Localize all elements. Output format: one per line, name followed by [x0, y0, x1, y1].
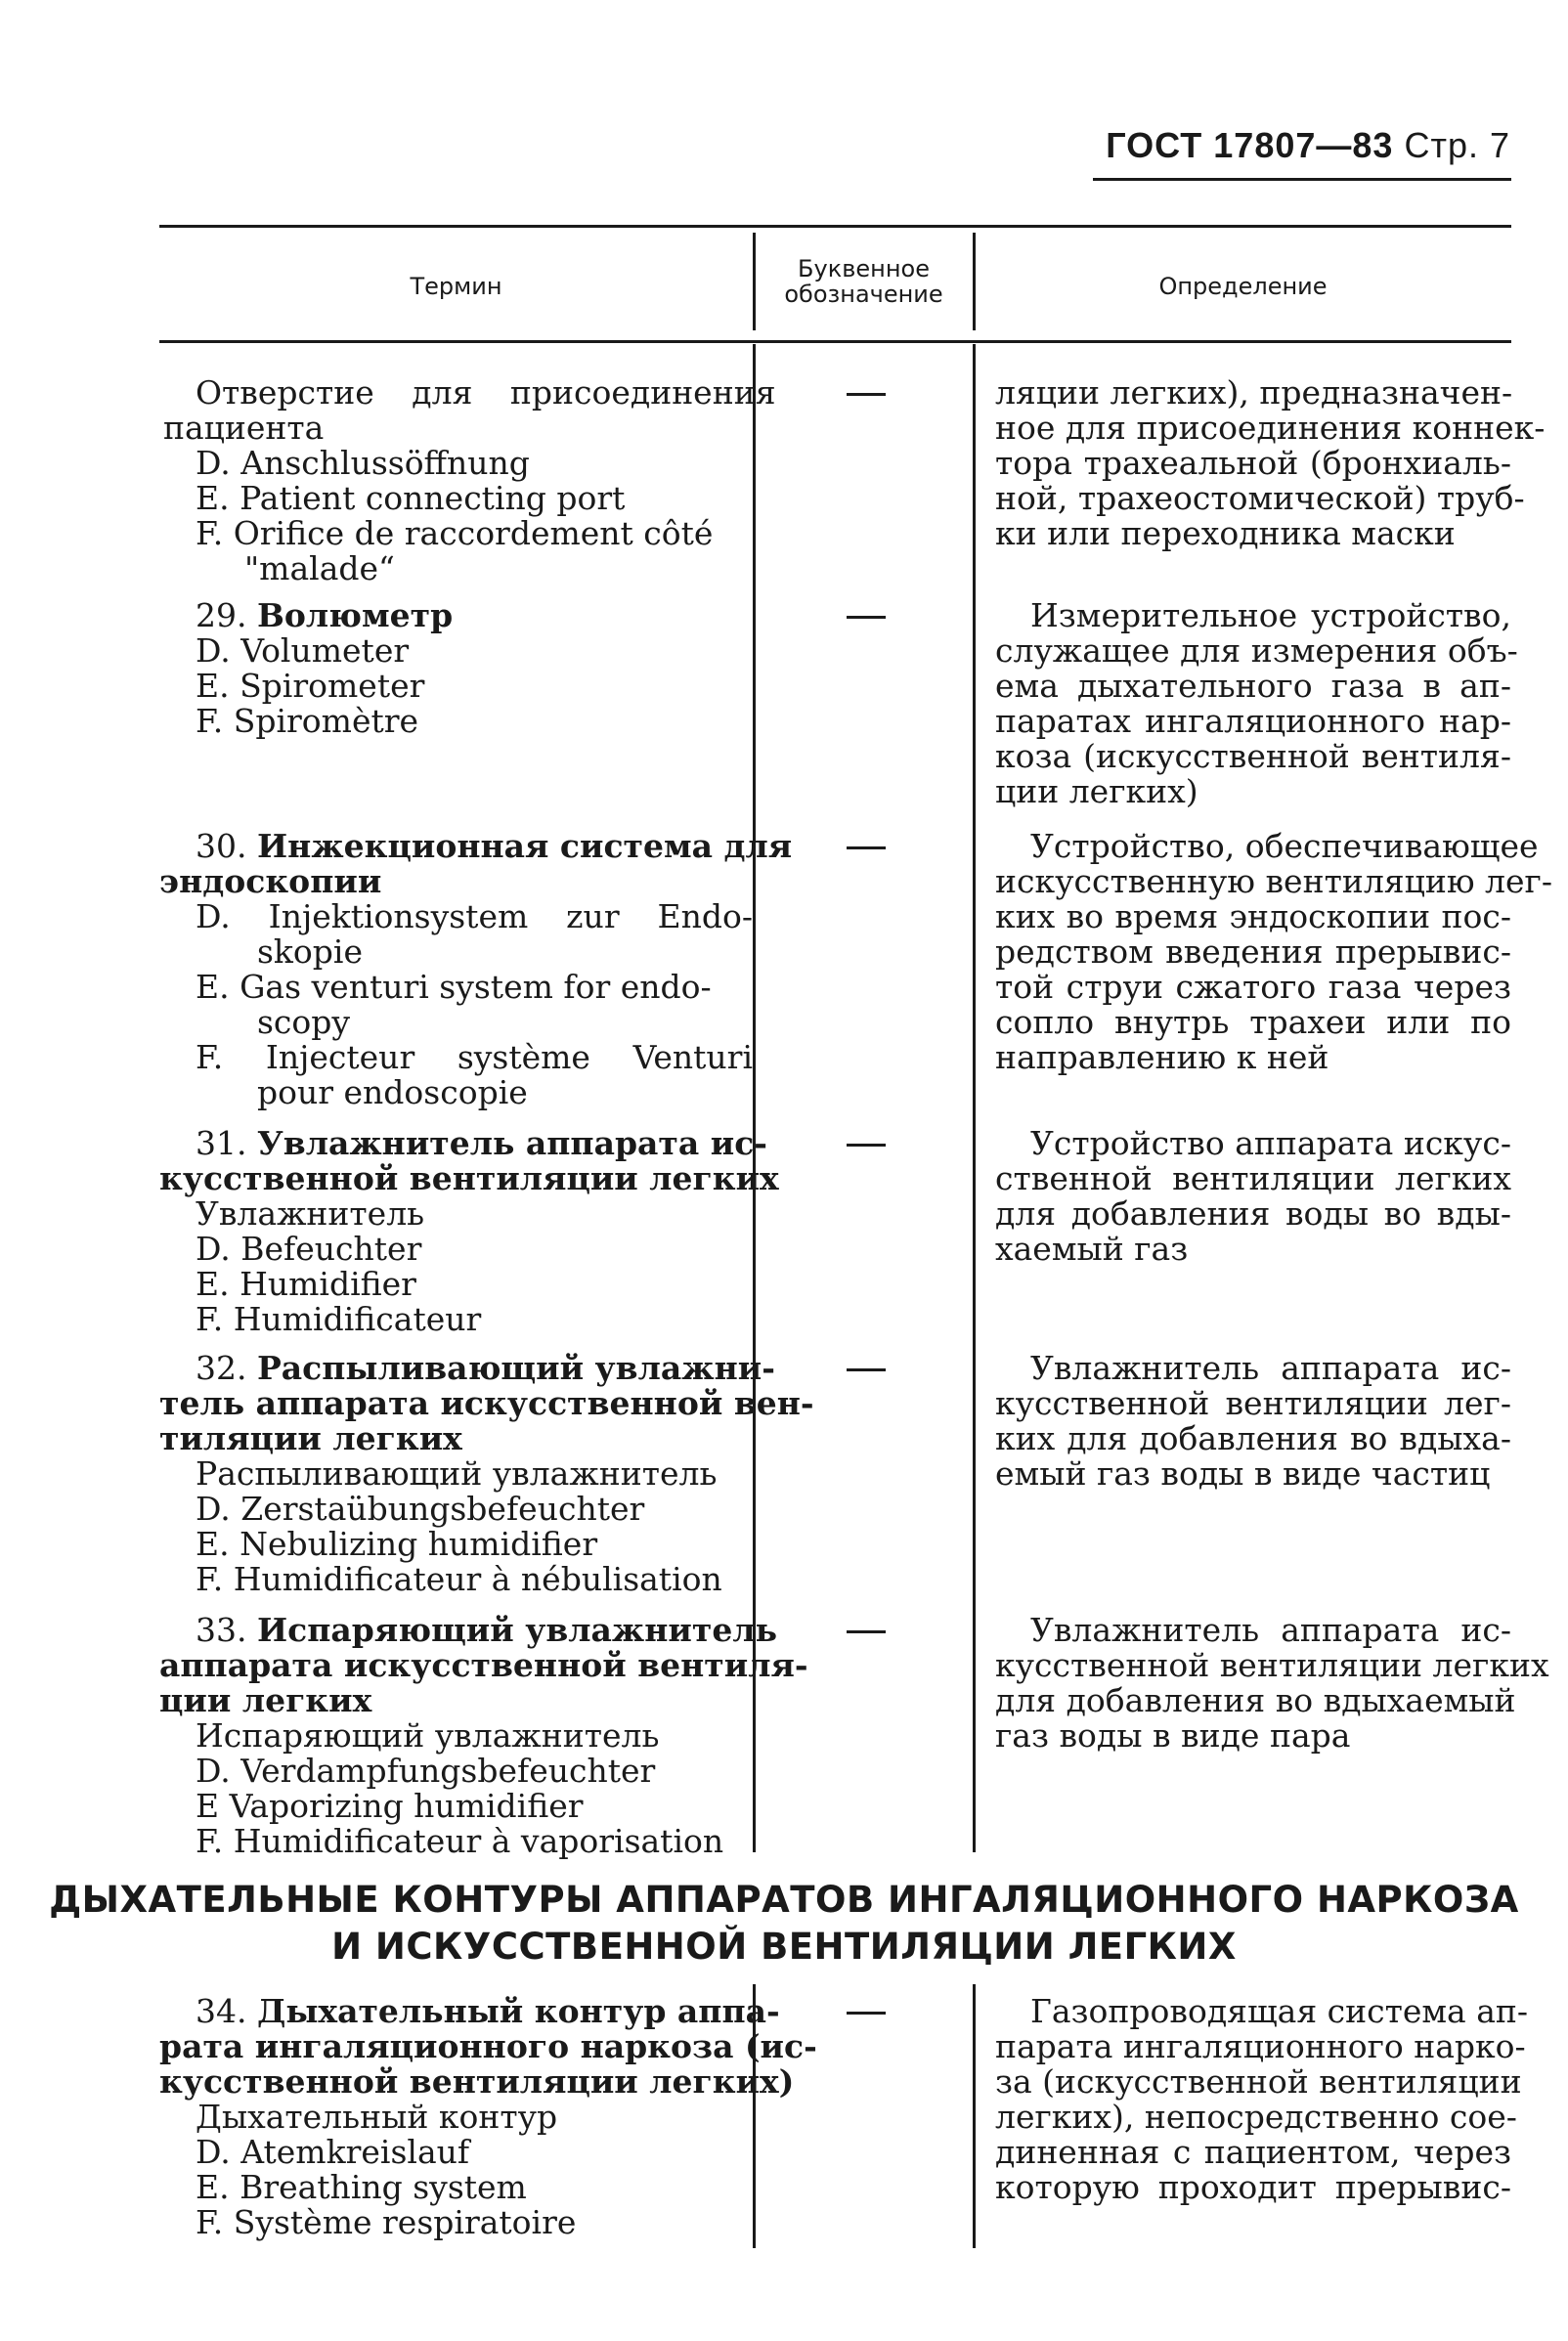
term-title — [159, 827, 793, 865]
term-title — [159, 1124, 768, 1162]
definition-line: той струи сжатого газа через — [995, 968, 1511, 1006]
term-title-line: аппарата искусственной вентиля- — [159, 1646, 808, 1684]
section-title-line1: ДЫХАТЕЛЬНЫЕ КОНТУРЫ АППАРАТОВ ИНГАЛЯЦИОННОГО НАРКОЗА — [49, 1879, 1519, 1921]
term-title-line: Увлажнитель аппарата ис- — [256, 1124, 768, 1162]
term-title-line: ции легких — [159, 1681, 372, 1719]
term-line: Распыливающий увлажнитель — [196, 1454, 718, 1493]
term-title-cont — [159, 1161, 779, 1196]
term-line: pour endoscopie — [257, 1073, 528, 1111]
definition-line: ляции легких), предназначен- — [995, 373, 1513, 412]
symbol-dash — [847, 1630, 886, 1633]
term-cell — [159, 1126, 779, 1337]
term-title-line: Распыливающий увлажни- — [256, 1349, 775, 1387]
definition-cell — [995, 1992, 1529, 2206]
standard-number: ГОСТ 17807—83 — [1106, 125, 1394, 165]
term-line: Дыхательный контур — [196, 2098, 558, 2136]
definition-line: редством введения прерывис- — [995, 932, 1511, 971]
term-line: D. Zerstaübungsbefeuchter — [196, 1490, 645, 1528]
term-line: D. Verdampfungsbefeuchter — [196, 1752, 656, 1790]
term-title-cont — [159, 2064, 794, 2100]
term-title-line: тиляции легких — [159, 1419, 462, 1457]
definition-line: направлению к ней — [995, 1038, 1329, 1076]
definition-line: служащее для измерения объ- — [995, 631, 1518, 670]
term-title-cont — [159, 1384, 814, 1422]
definition-line: ственной вентиляции легких — [995, 1159, 1511, 1197]
term-line: E. Patient connecting port — [196, 479, 626, 517]
column-header-definition: Определение — [1158, 273, 1328, 300]
term-title-cont — [159, 1421, 753, 1456]
term-cell — [159, 827, 793, 1111]
term-title-cont — [159, 1646, 808, 1684]
definition-line: паратах ингаляционного нар- — [995, 702, 1511, 740]
definition-line: кусственной вентиляции легких — [995, 1646, 1549, 1684]
symbol-dash — [847, 1368, 886, 1371]
term-number: 32. — [196, 1349, 247, 1387]
term-number: 34. — [196, 1992, 247, 2030]
definition-cell — [995, 373, 1546, 552]
term-title-line: Дыхательный контур аппа- — [256, 1992, 780, 2030]
term-line: F. Humidificateur à vaporisation — [196, 1822, 724, 1860]
term-line: F. Système respiratoire — [196, 2203, 577, 2241]
definition-line: Увлажнитель аппарата ис- — [1030, 1349, 1511, 1387]
term-title-line: рата ингаляционного наркоза (ис- — [159, 2027, 817, 2065]
definition-line: Устройство, обеспечивающее — [1030, 827, 1539, 865]
definition-line: искусственную вентиляцию лег- — [995, 862, 1552, 900]
term-line: E. Gas venturi system for endo- — [196, 968, 712, 1006]
term-number: 30. — [196, 827, 247, 865]
term-cell — [159, 1992, 817, 2241]
definition-line: тора трахеальной (бронхиаль- — [995, 444, 1511, 482]
term-title-cont — [159, 1683, 753, 1718]
term-line: F. Humidificateur à nébulisation — [196, 1560, 722, 1598]
definition-line: Увлажнитель аппарата ис- — [1030, 1611, 1511, 1649]
page-number: Стр. 7 — [1404, 125, 1510, 165]
term-cell — [196, 598, 453, 739]
symbol-dash — [847, 2012, 886, 2015]
term-line: Отверстие для присоединения — [196, 373, 776, 412]
definition-line: для добавления воды во вды- — [995, 1194, 1511, 1233]
definition-cell — [995, 1351, 1511, 1492]
definition-line: которую проходит прерывис- — [995, 2168, 1511, 2206]
term-line: F. Orifice de raccordement côté — [196, 514, 714, 552]
table-top-rule — [159, 225, 1511, 228]
term-title-line: Волюметр — [256, 596, 454, 634]
term-title-line: Испаряющий увлажнитель — [256, 1611, 777, 1649]
term-line: scopy — [257, 1003, 351, 1041]
definition-line: ное для присоединения коннек- — [995, 409, 1546, 447]
definition-line: ной, трахеостомической) труб- — [995, 479, 1525, 517]
term-cell — [163, 373, 776, 587]
term-title — [159, 1992, 780, 2030]
term-line: D. Befeuchter — [196, 1230, 422, 1268]
definition-line: ки или переходника маски — [995, 514, 1456, 552]
symbol-dash — [847, 616, 886, 619]
term-line: Увлажнитель — [196, 1194, 425, 1233]
term-line: skopie — [257, 932, 364, 971]
definition-line: хаемый газ — [995, 1230, 1189, 1268]
term-title — [196, 598, 453, 633]
definition-line: коза (искусственной вентиля- — [995, 737, 1511, 775]
term-line: E Vaporizing humidifier — [196, 1787, 584, 1825]
definition-line: кусственной вентиляции лег- — [995, 1384, 1511, 1422]
term-line: E. Nebulizing humidifier — [196, 1525, 598, 1563]
symbol-dash — [847, 1144, 886, 1147]
definition-line: за (искусственной вентиляции — [995, 2062, 1522, 2101]
term-line: Испаряющий увлажнитель — [196, 1716, 660, 1755]
term-title — [159, 1349, 775, 1387]
term-cell — [159, 1611, 808, 1860]
term-title-cont — [159, 864, 753, 899]
term-line: F. Injecteur système Venturi — [196, 1038, 753, 1076]
definition-cell — [995, 1126, 1511, 1267]
definition-line: Устройство аппарата искус- — [1030, 1124, 1511, 1162]
definition-line: Газопроводящая система ап- — [1030, 1992, 1529, 2030]
column-header-symbol-line1: Буквенное — [798, 255, 930, 282]
term-line: D. Atemkreislauf — [196, 2133, 470, 2171]
definition-cell — [995, 827, 1552, 1076]
column-divider — [973, 1984, 976, 2248]
header-bottom-rule — [159, 340, 1511, 343]
term-cell — [159, 1349, 814, 1598]
term-title-line: кусственной вентиляции легких) — [159, 2062, 795, 2101]
term-line: F. Humidificateur — [196, 1300, 482, 1338]
term-line: D. Injektionsystem zur Endo- — [196, 897, 753, 935]
section-title-line2: И ИСКУССТВЕННОЙ ВЕНТИЛЯЦИИ ЛЕГКИХ — [331, 1926, 1237, 1968]
term-title-line: эндоскопии — [159, 862, 382, 900]
symbol-dash — [847, 393, 886, 396]
term-title-line: кусственной вентиляции легких — [159, 1159, 779, 1197]
term-line: E. Spirometer — [196, 667, 425, 705]
term-line: D. Volumeter — [196, 631, 410, 670]
term-line: "malade“ — [244, 549, 395, 587]
definition-cell — [995, 1611, 1549, 1755]
term-title — [159, 1611, 777, 1649]
term-number: 33. — [196, 1611, 247, 1649]
header-rule — [1093, 178, 1511, 181]
column-divider — [973, 344, 976, 1852]
term-line: E. Humidifier — [196, 1265, 416, 1303]
term-line: пациента — [163, 409, 325, 447]
term-title-cont — [159, 2027, 817, 2065]
definition-line: газ воды в виде пара — [995, 1716, 1351, 1755]
definition-line: диненная с пациентом, через — [995, 2133, 1511, 2171]
definition-line: ема дыхательного газа в ап- — [995, 667, 1511, 705]
definition-line: емый газ воды в виде частиц — [995, 1454, 1491, 1493]
term-title-line: Инжекционная система для — [256, 827, 793, 865]
column-header-term: Термин — [410, 273, 502, 300]
term-line: F. Spiromètre — [196, 702, 419, 740]
definition-line: ции легких) — [995, 772, 1198, 810]
page-header — [0, 125, 1510, 166]
symbol-dash — [847, 846, 886, 849]
term-number: 29. — [196, 596, 247, 634]
definition-line: Измерительное устройство, — [1030, 596, 1511, 634]
term-line: D. Anschlussöffnung — [196, 444, 530, 482]
definition-line: ких во время эндоскопии пос- — [995, 897, 1511, 935]
term-number: 31. — [196, 1124, 247, 1162]
definition-cell — [995, 596, 1518, 810]
definition-line: ких для добавления во вдыха- — [995, 1419, 1511, 1457]
definition-line: для добавления во вдыхаемый — [995, 1681, 1516, 1719]
section-title — [0, 1877, 1568, 1971]
definition-line: парата ингаляционного нарко- — [995, 2027, 1526, 2065]
definition-line: легких), непосредственно сое- — [995, 2098, 1517, 2136]
definition-line: сопло внутрь трахеи или по — [995, 1003, 1511, 1041]
column-header-symbol-line2: обозначение — [784, 281, 943, 308]
column-header-symbol — [755, 256, 973, 307]
term-title-line: тель аппарата искусственной вен- — [159, 1384, 814, 1422]
term-line: E. Breathing system — [196, 2168, 527, 2206]
